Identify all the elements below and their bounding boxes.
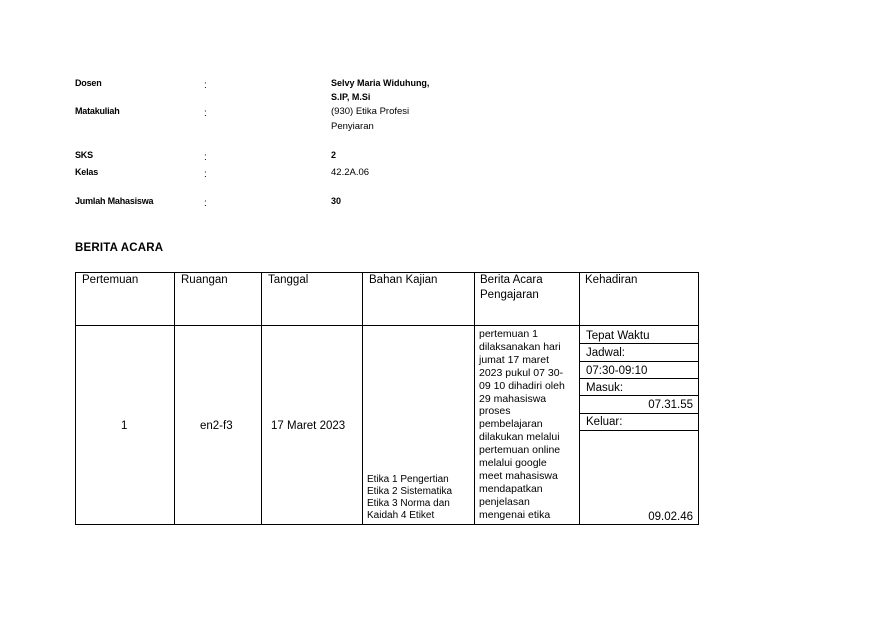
jumlah-mahasiswa-colon: :	[204, 198, 207, 209]
kehadiran-line-5	[579, 413, 699, 414]
matakuliah-value-line1: (930) Etika Profesi	[331, 106, 410, 117]
kehadiran-jadwal-label: Jadwal:	[586, 347, 625, 359]
berita-line: pertemuan 1	[479, 328, 538, 340]
berita-line: mengenai etika	[479, 508, 551, 521]
col-divider-1	[174, 272, 175, 525]
header-kehadiran: Kehadiran	[585, 274, 638, 286]
sks-value: 2	[331, 150, 337, 160]
berita-line: dilaksanakan hari	[479, 340, 561, 353]
jumlah-mahasiswa-label: Jumlah Mahasiswa	[75, 196, 154, 206]
sks-colon: :	[204, 152, 207, 163]
dosen-value-line2: S.IP, M.Si	[331, 92, 371, 102]
table-border-right	[698, 272, 699, 525]
header-berita-acara-line1: Berita Acara	[480, 274, 543, 286]
matakuliah-colon: :	[204, 108, 207, 119]
jumlah-mahasiswa-value: 30	[331, 196, 342, 206]
kehadiran-line-4	[579, 395, 699, 396]
bahan-line: Etika 1 Pengertian	[367, 474, 449, 485]
kelas-value: 42.2A.06	[331, 167, 370, 178]
dosen-value-line1: Selvy Maria Widuhung,	[331, 78, 430, 88]
kehadiran-keluar-value: 09.02.46	[648, 511, 693, 523]
matakuliah-label: Matakuliah	[75, 106, 120, 116]
cell-bahan-kajian	[367, 474, 477, 522]
berita-line: 2023 pukul 07 30-	[479, 366, 564, 379]
kehadiran-line-1	[579, 343, 699, 344]
header-ruangan: Ruangan	[181, 274, 228, 286]
sks-label: SKS	[75, 150, 93, 160]
bahan-line: Etika 3 Norma dan	[367, 498, 450, 509]
cell-tanggal: 17 Maret 2023	[271, 420, 346, 432]
berita-line: proses	[479, 405, 511, 418]
berita-line: meet mahasiswa	[479, 469, 558, 482]
kelas-colon: :	[204, 169, 207, 180]
berita-line: pembelajaran	[479, 418, 543, 431]
col-divider-5	[579, 272, 580, 525]
cell-berita-acara	[479, 328, 579, 522]
berita-acara-table	[75, 272, 699, 525]
bahan-line: Etika 2 Sistematika	[367, 486, 453, 497]
berita-line: dilakukan melalui	[479, 431, 560, 444]
kehadiran-masuk-label: Masuk:	[586, 382, 624, 394]
berita-line: pertemuan online	[479, 444, 561, 457]
header-berita-acara-line2: Pengajaran	[480, 289, 539, 301]
table-border-left	[75, 272, 76, 525]
kehadiran-line-2	[579, 361, 699, 362]
kehadiran-masuk-value: 07.31.55	[648, 399, 693, 411]
kehadiran-line-6	[579, 430, 699, 431]
header-pertemuan: Pertemuan	[82, 274, 139, 286]
berita-line: melalui google	[479, 457, 547, 470]
matakuliah-value-line2: Penyiaran	[331, 121, 374, 132]
kehadiran-status: Tepat Waktu	[586, 330, 650, 342]
kehadiran-jadwal-value: 07:30-09:10	[586, 365, 648, 377]
berita-line: 09 10 dihadiri oleh	[479, 379, 565, 392]
cell-ruangan: en2-f3	[200, 420, 233, 432]
berita-line: jumat 17 maret	[479, 353, 550, 366]
bahan-line: Kaidah 4 Etiket	[367, 510, 435, 521]
header-tanggal: Tanggal	[268, 274, 309, 286]
col-divider-3	[362, 272, 363, 525]
header-bahan-kajian: Bahan Kajian	[369, 274, 438, 286]
table-header-divider	[75, 325, 699, 326]
table-border-top	[75, 272, 699, 273]
kehadiran-line-3	[579, 378, 699, 379]
table-border-bottom	[75, 524, 699, 525]
berita-line: mendapatkan	[479, 482, 543, 495]
col-divider-2	[261, 272, 262, 525]
berita-line: 29 mahasiswa	[479, 392, 547, 405]
berita-line: penjelasan	[479, 495, 530, 508]
cell-pertemuan: 1	[121, 420, 128, 432]
kehadiran-keluar-label: Keluar:	[586, 416, 623, 428]
dosen-colon: :	[204, 80, 207, 91]
kelas-label: Kelas	[75, 167, 99, 177]
dosen-label: Dosen	[75, 78, 102, 88]
section-title: BERITA ACARA	[75, 242, 164, 254]
